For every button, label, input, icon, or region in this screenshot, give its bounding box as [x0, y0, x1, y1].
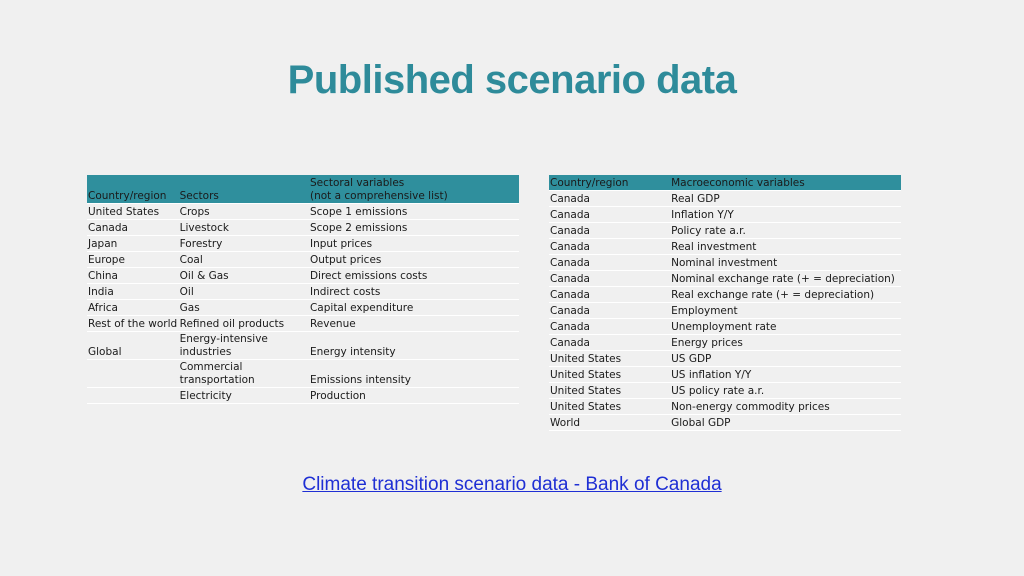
- table-cell: Nominal exchange rate (+ = depreciation): [670, 271, 901, 287]
- table-cell: Canada: [549, 271, 670, 287]
- table-cell: Energy prices: [670, 335, 901, 351]
- table-row: [549, 287, 901, 303]
- table-cell: Canada: [549, 335, 670, 351]
- table-cell: Rest of the world: [87, 316, 179, 332]
- table-cell: Gas: [179, 300, 309, 316]
- table-cell: United States: [87, 204, 179, 220]
- table-cell: Input prices: [309, 236, 519, 252]
- table-cell: Global GDP: [670, 415, 901, 431]
- table-row: [549, 191, 901, 207]
- table-cell: Production: [309, 388, 519, 404]
- table-cell: Global: [87, 332, 179, 360]
- table-cell: Canada: [549, 319, 670, 335]
- table-cell: Forestry: [179, 236, 309, 252]
- table-cell: Output prices: [309, 252, 519, 268]
- table-cell: Canada: [549, 255, 670, 271]
- column-header: Macroeconomic variables: [670, 175, 901, 191]
- table-row: [549, 303, 901, 319]
- table-cell: Real investment: [670, 239, 901, 255]
- table-cell: Unemployment rate: [670, 319, 901, 335]
- table-row: [87, 268, 519, 284]
- table-cell: Electricity: [179, 388, 309, 404]
- table-row: [549, 383, 901, 399]
- table-row: [549, 207, 901, 223]
- table-row: [549, 399, 901, 415]
- macro-header-row: [549, 175, 901, 191]
- table-row: [87, 252, 519, 268]
- table-cell: Policy rate a.r.: [670, 223, 901, 239]
- table-cell: US inflation Y/Y: [670, 367, 901, 383]
- table-cell: US GDP: [670, 351, 901, 367]
- table-row: [87, 316, 519, 332]
- sectors-header-row: [87, 175, 519, 204]
- table-cell: Canada: [549, 287, 670, 303]
- table-row: [549, 351, 901, 367]
- table-row: [549, 335, 901, 351]
- table-cell: Nominal investment: [670, 255, 901, 271]
- table-row: [549, 239, 901, 255]
- table-cell: United States: [549, 399, 670, 415]
- table-cell: Non-energy commodity prices: [670, 399, 901, 415]
- column-header: Sectoral variables (not a comprehensive list): [309, 175, 519, 204]
- table-row: [87, 204, 519, 220]
- table-cell: Energy-intensive industries: [179, 332, 309, 360]
- table-row: [549, 319, 901, 335]
- table-cell: Real exchange rate (+ = depreciation): [670, 287, 901, 303]
- table-row: [87, 360, 519, 388]
- table-cell: United States: [549, 367, 670, 383]
- table-cell: Emissions intensity: [309, 360, 519, 388]
- table-cell: Scope 2 emissions: [309, 220, 519, 236]
- table-row: [87, 388, 519, 404]
- table-cell: Livestock: [179, 220, 309, 236]
- table-cell: Direct emissions costs: [309, 268, 519, 284]
- table-cell: Employment: [670, 303, 901, 319]
- table-cell: Refined oil products: [179, 316, 309, 332]
- table-cell: United States: [549, 351, 670, 367]
- table-cell: Oil & Gas: [179, 268, 309, 284]
- table-cell: Oil: [179, 284, 309, 300]
- table-cell: Energy intensity: [309, 332, 519, 360]
- table-row: [549, 415, 901, 431]
- table-cell: China: [87, 268, 179, 284]
- table-cell: Coal: [179, 252, 309, 268]
- table-cell: Indirect costs: [309, 284, 519, 300]
- table-cell: US policy rate a.r.: [670, 383, 901, 399]
- table-cell: Canada: [549, 239, 670, 255]
- column-header: Country/region: [87, 175, 179, 204]
- table-cell: Revenue: [309, 316, 519, 332]
- table-cell: India: [87, 284, 179, 300]
- column-header: Country/region: [549, 175, 670, 191]
- table-cell: Inflation Y/Y: [670, 207, 901, 223]
- table-row: [549, 367, 901, 383]
- table-cell: [87, 388, 179, 404]
- table-row: [549, 271, 901, 287]
- table-cell: Canada: [549, 207, 670, 223]
- page-title: Published scenario data: [287, 58, 737, 102]
- table-cell: Canada: [549, 223, 670, 239]
- table-row: [87, 332, 519, 360]
- bank-of-canada-link[interactable]: Climate transition scenario data - Bank of Canada: [302, 474, 722, 495]
- table-cell: World: [549, 415, 670, 431]
- table-row: [87, 300, 519, 316]
- table-cell: Canada: [87, 220, 179, 236]
- table-row: [549, 255, 901, 271]
- table-cell: United States: [549, 383, 670, 399]
- sectors-table: [87, 175, 519, 404]
- table-cell: Crops: [179, 204, 309, 220]
- table-cell: Canada: [549, 191, 670, 207]
- table-row: [87, 220, 519, 236]
- macro-table: [549, 175, 901, 431]
- table-cell: Capital expenditure: [309, 300, 519, 316]
- link-container: [0, 474, 1024, 496]
- table-cell: Africa: [87, 300, 179, 316]
- table-cell: Japan: [87, 236, 179, 252]
- table-row: [87, 284, 519, 300]
- table-cell: Real GDP: [670, 191, 901, 207]
- table-cell: Europe: [87, 252, 179, 268]
- table-cell: Canada: [549, 303, 670, 319]
- table-cell: Commercial transportation: [179, 360, 309, 388]
- table-row: [549, 223, 901, 239]
- column-header: Sectors: [179, 175, 309, 204]
- table-cell: [87, 360, 179, 388]
- table-cell: Scope 1 emissions: [309, 204, 519, 220]
- table-row: [87, 236, 519, 252]
